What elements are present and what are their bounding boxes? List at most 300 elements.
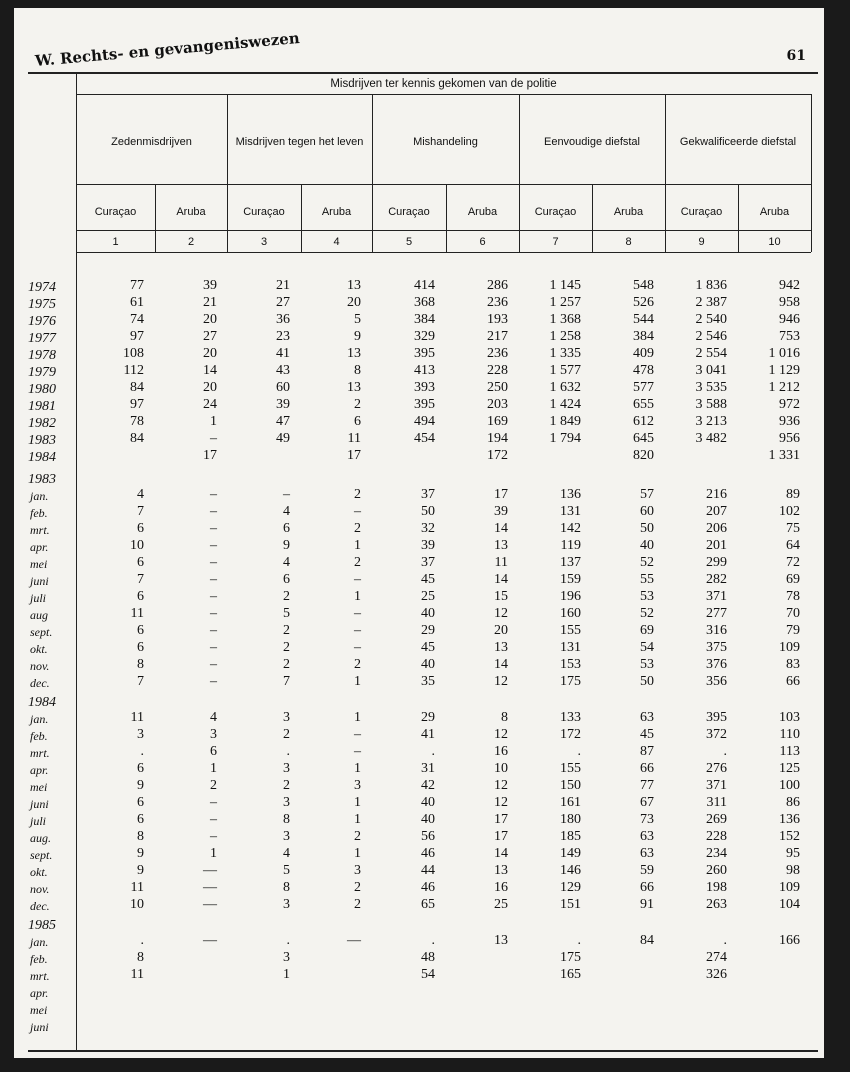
- table-cell: 66: [640, 761, 654, 776]
- table-cell: 277: [706, 606, 727, 621]
- group-header: Zedenmisdrijven: [111, 136, 192, 148]
- table-cell: 8: [354, 363, 361, 378]
- table-cell: 9: [283, 538, 290, 553]
- table-cell: 942: [779, 278, 800, 293]
- table-cell: 13: [347, 346, 361, 361]
- table-cell: 2 387: [695, 295, 727, 310]
- table-cell: 8: [283, 880, 290, 895]
- table-cell: –: [354, 727, 361, 742]
- table-cell: 372: [706, 727, 727, 742]
- table-cell: 3: [283, 710, 290, 725]
- table-cell: 40: [421, 606, 435, 621]
- table-cell: –: [354, 623, 361, 638]
- row-label: aug: [30, 608, 48, 622]
- table-cell: 104: [779, 897, 800, 912]
- rule-group-divider: [372, 94, 373, 252]
- table-cell: 77: [640, 778, 654, 793]
- table-cell: 11: [347, 431, 361, 446]
- column-subheader: Aruba: [613, 206, 644, 218]
- table-cell: 10: [130, 897, 144, 912]
- table-cell: 13: [347, 278, 361, 293]
- table-cell: 193: [487, 312, 508, 327]
- table-cell: 1: [210, 761, 217, 776]
- table-cell: 72: [786, 555, 800, 570]
- rule-group-divider: [519, 94, 520, 252]
- row-label: nov.: [30, 882, 50, 896]
- table-cell: 119: [560, 538, 581, 553]
- table-cell: —: [203, 880, 217, 895]
- table-cell: 151: [560, 897, 581, 912]
- table-cell: 2: [354, 487, 361, 502]
- table-cell: 36: [276, 312, 290, 327]
- table-cell: 5: [283, 863, 290, 878]
- column-number: 6: [479, 236, 486, 248]
- table-cell: —: [203, 897, 217, 912]
- table-cell: 478: [633, 363, 654, 378]
- table-cell: 9: [137, 846, 144, 861]
- table-cell: 87: [640, 744, 654, 759]
- table-cell: 1: [354, 674, 361, 689]
- table-cell: 645: [633, 431, 654, 446]
- column-subheader: Curaçao: [388, 206, 430, 218]
- table-cell: 63: [640, 829, 654, 844]
- table-cell: 228: [487, 363, 508, 378]
- row-label: juli: [30, 814, 47, 828]
- table-cell: 2: [283, 778, 290, 793]
- table-cell: 50: [421, 504, 435, 519]
- table-cell: 69: [640, 623, 654, 638]
- table-cell: 169: [487, 414, 508, 429]
- row-label: 1984: [28, 450, 56, 465]
- table-cell: 6: [283, 572, 290, 587]
- table-cell: 236: [487, 346, 508, 361]
- table-cell: 11: [130, 967, 144, 982]
- table-cell: 53: [640, 589, 654, 604]
- row-label: juni: [30, 574, 49, 588]
- table-cell: 2 546: [695, 329, 727, 344]
- table-cell: 12: [494, 674, 508, 689]
- table-cell: 66: [786, 674, 800, 689]
- table-cell: 413: [414, 363, 435, 378]
- table-cell: 236: [487, 295, 508, 310]
- table-cell: .: [140, 744, 144, 759]
- table-cell: 8: [501, 710, 508, 725]
- table-cell: 37: [421, 487, 435, 502]
- table-cell: 13: [494, 863, 508, 878]
- table-cell: 207: [706, 504, 727, 519]
- table-cell: 133: [560, 710, 581, 725]
- table-cell: 60: [276, 380, 290, 395]
- column-number: 1: [112, 236, 119, 248]
- table-cell: 32: [421, 521, 435, 536]
- row-label: okt.: [30, 642, 48, 656]
- table-cell: 41: [276, 346, 290, 361]
- table-cell: 39: [203, 278, 217, 293]
- table-cell: 2 554: [695, 346, 727, 361]
- section-title: W. Rechts- en gevangeniswezen: [34, 28, 301, 70]
- table-cell: 16: [494, 880, 508, 895]
- table-cell: 11: [130, 710, 144, 725]
- table-cell: 12: [494, 727, 508, 742]
- table-cell: 185: [560, 829, 581, 844]
- table-cell: 3: [283, 897, 290, 912]
- table-cell: 1: [354, 538, 361, 553]
- table-cell: 329: [414, 329, 435, 344]
- row-label: 1977: [28, 331, 56, 346]
- table-cell: –: [210, 657, 217, 672]
- table-cell: 24: [203, 397, 217, 412]
- row-label: 1982: [28, 416, 56, 431]
- table-cell: 958: [779, 295, 800, 310]
- table-cell: 25: [494, 897, 508, 912]
- table-cell: 13: [494, 640, 508, 655]
- table-cell: 40: [421, 812, 435, 827]
- table-cell: 203: [487, 397, 508, 412]
- column-subheader: Curaçao: [243, 206, 285, 218]
- group-header: Misdrijven tegen het leven: [235, 136, 364, 148]
- table-cell: 6: [137, 640, 144, 655]
- table-cell: 216: [706, 487, 727, 502]
- table-cell: 15: [494, 589, 508, 604]
- table-cell: 39: [276, 397, 290, 412]
- table-cell: 23: [276, 329, 290, 344]
- row-label: jan.: [30, 489, 49, 503]
- table-cell: 12: [494, 606, 508, 621]
- table-cell: 946: [779, 312, 800, 327]
- table-cell: 1: [283, 967, 290, 982]
- table-cell: 356: [706, 674, 727, 689]
- row-label: jan.: [30, 712, 49, 726]
- table-cell: 198: [706, 880, 727, 895]
- table-cell: 40: [421, 795, 435, 810]
- table-cell: 155: [560, 761, 581, 776]
- table-cell: 1 212: [768, 380, 800, 395]
- group-header: Gekwalificeerde diefstal: [679, 136, 797, 148]
- table-cell: 75: [786, 521, 800, 536]
- table-cell: 70: [786, 606, 800, 621]
- table-cell: 131: [560, 504, 581, 519]
- table-cell: 548: [633, 278, 654, 293]
- table-cell: —: [347, 933, 361, 948]
- table-cell: 2: [354, 897, 361, 912]
- table-cell: 97: [130, 329, 144, 344]
- table-cell: 44: [421, 863, 435, 878]
- table-cell: 4: [283, 846, 290, 861]
- table-cell: 161: [560, 795, 581, 810]
- table-cell: 2: [354, 880, 361, 895]
- table-cell: 166: [779, 933, 800, 948]
- table-cell: 6: [137, 555, 144, 570]
- table-cell: 159: [560, 572, 581, 587]
- column-number: 4: [333, 236, 340, 248]
- table-cell: –: [354, 572, 361, 587]
- table-cell: 7: [137, 572, 144, 587]
- row-label: 1983: [28, 433, 56, 448]
- table-cell: 228: [706, 829, 727, 844]
- column-subheader: Curaçao: [534, 206, 577, 218]
- table-cell: .: [286, 744, 290, 759]
- table-cell: 6: [354, 414, 361, 429]
- table-cell: 2: [354, 555, 361, 570]
- table-cell: 1 335: [549, 346, 581, 361]
- table-cell: 14: [494, 657, 508, 672]
- table-cell: 7: [283, 674, 290, 689]
- table-cell: 146: [560, 863, 581, 878]
- table-cell: 17: [203, 448, 217, 463]
- table-cell: 136: [779, 812, 800, 827]
- table-cell: 48: [421, 950, 435, 965]
- table-cell: 612: [633, 414, 654, 429]
- table-cell: 112: [123, 363, 144, 378]
- table-cell: 125: [779, 761, 800, 776]
- table-cell: 56: [421, 829, 435, 844]
- table-cell: –: [210, 829, 217, 844]
- table-cell: 52: [640, 606, 654, 621]
- column-number: 7: [552, 236, 559, 248]
- row-label: aug.: [30, 831, 51, 845]
- table-cell: 1 794: [549, 431, 581, 446]
- table-cell: 109: [779, 880, 800, 895]
- table-cell: 3: [283, 761, 290, 776]
- table-cell: .: [577, 744, 581, 759]
- table-cell: 1: [210, 414, 217, 429]
- table-cell: .: [723, 744, 727, 759]
- table-cell: 371: [706, 589, 727, 604]
- table-cell: .: [723, 933, 727, 948]
- rule-group-divider: [227, 94, 228, 252]
- table-cell: 14: [494, 846, 508, 861]
- table-cell: 1 016: [768, 346, 800, 361]
- table-cell: 6: [137, 795, 144, 810]
- table-cell: 83: [786, 657, 800, 672]
- table-cell: 113: [779, 744, 800, 759]
- table-cell: 12: [494, 795, 508, 810]
- table-cell: 393: [414, 380, 435, 395]
- table-cell: 1: [354, 710, 361, 725]
- table-cell: 1 257: [549, 295, 581, 310]
- table-cell: —: [203, 863, 217, 878]
- table-cell: 46: [421, 846, 435, 861]
- table-cell: 20: [203, 312, 217, 327]
- table-cell: 414: [414, 278, 435, 293]
- table-cell: 6: [137, 812, 144, 827]
- row-label: apr.: [30, 763, 49, 777]
- row-label: 1984: [28, 695, 56, 710]
- table-cell: .: [286, 933, 290, 948]
- row-label: 1974: [28, 280, 56, 295]
- table-cell: 201: [706, 538, 727, 553]
- table-cell: 6: [137, 623, 144, 638]
- table-cell: 180: [560, 812, 581, 827]
- table-cell: 9: [354, 329, 361, 344]
- table-cell: 29: [421, 710, 435, 725]
- table-cell: 95: [786, 846, 800, 861]
- table-cell: 27: [276, 295, 290, 310]
- row-label: feb.: [30, 952, 48, 966]
- table-cell: 73: [640, 812, 654, 827]
- table-cell: 3 482: [695, 431, 727, 446]
- table-cell: 3 535: [695, 380, 727, 395]
- table-cell: 4: [283, 504, 290, 519]
- table-cell: 1 331: [768, 448, 800, 463]
- table-cell: .: [577, 933, 581, 948]
- table-cell: 2: [283, 623, 290, 638]
- table-cell: 3: [210, 727, 217, 742]
- table-cell: 91: [640, 897, 654, 912]
- table-cell: 1 632: [549, 380, 581, 395]
- table-cell: 45: [421, 572, 435, 587]
- table-cell: 84: [130, 431, 144, 446]
- table-cell: 454: [414, 431, 435, 446]
- table-cell: 269: [706, 812, 727, 827]
- row-label: dec.: [30, 899, 50, 913]
- row-label: 1983: [28, 472, 56, 487]
- row-label: juni: [30, 797, 49, 811]
- table-cell: 61: [130, 295, 144, 310]
- table-cell: 494: [414, 414, 435, 429]
- table-cell: 276: [706, 761, 727, 776]
- row-label: 1985: [28, 918, 56, 933]
- table-cell: 1 849: [549, 414, 581, 429]
- table-cell: 4: [283, 555, 290, 570]
- table-cell: 2: [354, 521, 361, 536]
- rule-groups-bottom: [76, 184, 811, 185]
- table-cell: 20: [347, 295, 361, 310]
- table-cell: 1 129: [768, 363, 800, 378]
- table-cell: 49: [276, 431, 290, 446]
- row-label: okt.: [30, 865, 48, 879]
- table-cell: 160: [560, 606, 581, 621]
- table-cell: 59: [640, 863, 654, 878]
- table-cell: 89: [786, 487, 800, 502]
- table-cell: 54: [421, 967, 435, 982]
- table-cell: 45: [640, 727, 654, 742]
- table-cell: 936: [779, 414, 800, 429]
- table-cell: 2: [354, 829, 361, 844]
- row-label: juni: [30, 1020, 49, 1034]
- table-cell: 60: [640, 504, 654, 519]
- table-cell: 1: [210, 846, 217, 861]
- table-cell: –: [210, 812, 217, 827]
- table-cell: –: [210, 521, 217, 536]
- table-cell: 40: [640, 538, 654, 553]
- table-cell: 172: [560, 727, 581, 742]
- table-cell: 5: [283, 606, 290, 621]
- table-cell: 25: [421, 589, 435, 604]
- table-cell: –: [210, 795, 217, 810]
- table-cell: 3 213: [695, 414, 727, 429]
- table-cell: 8: [137, 950, 144, 965]
- table-cell: 31: [421, 761, 435, 776]
- table-cell: 7: [137, 504, 144, 519]
- table-cell: 260: [706, 863, 727, 878]
- table-cell: 43: [276, 363, 290, 378]
- table-cell: 21: [203, 295, 217, 310]
- row-label: nov.: [30, 659, 50, 673]
- rule-top: [28, 72, 818, 74]
- table-cell: 54: [640, 640, 654, 655]
- table-cell: 1 424: [549, 397, 581, 412]
- table-cell: 234: [706, 846, 727, 861]
- table-cell: 274: [706, 950, 727, 965]
- table-cell: –: [283, 487, 290, 502]
- table-cell: 1: [354, 812, 361, 827]
- column-subheader: Aruba: [176, 206, 206, 218]
- table-cell: 79: [786, 623, 800, 638]
- table-cell: 13: [494, 933, 508, 948]
- table-cell: 395: [706, 710, 727, 725]
- rule-sub-bottom: [76, 230, 811, 231]
- table-cell: 1 577: [549, 363, 581, 378]
- table-cell: 14: [203, 363, 217, 378]
- row-label: juli: [30, 591, 47, 605]
- table-cell: 6: [137, 589, 144, 604]
- row-label: 1976: [28, 314, 56, 329]
- table-cell: 8: [283, 812, 290, 827]
- table-cell: 371: [706, 778, 727, 793]
- table-cell: 17: [494, 487, 508, 502]
- table-cell: .: [431, 933, 435, 948]
- table-cell: 5: [354, 312, 361, 327]
- table-cell: 206: [706, 521, 727, 536]
- table-cell: 3: [283, 829, 290, 844]
- table-cell: 53: [640, 657, 654, 672]
- table-cell: 376: [706, 657, 727, 672]
- table-cell: 84: [640, 933, 654, 948]
- table-cell: 153: [560, 657, 581, 672]
- rule-right: [811, 94, 812, 252]
- table-cell: 2: [283, 727, 290, 742]
- row-label: feb.: [30, 729, 48, 743]
- row-label: 1980: [28, 382, 56, 397]
- table-cell: 4: [137, 487, 144, 502]
- table-cell: 1: [354, 589, 361, 604]
- row-label: mei: [30, 557, 48, 571]
- table-cell: 2 540: [695, 312, 727, 327]
- table-cell: –: [210, 589, 217, 604]
- table-cell: 311: [706, 795, 727, 810]
- table-cell: 1: [354, 761, 361, 776]
- row-label: sept.: [30, 625, 53, 639]
- row-label: mrt.: [30, 746, 50, 760]
- table-cell: 109: [779, 640, 800, 655]
- page-number: 61: [786, 48, 806, 64]
- table-cell: 150: [560, 778, 581, 793]
- table-cell: 78: [130, 414, 144, 429]
- table-cell: 77: [130, 278, 144, 293]
- table-cell: 172: [487, 448, 508, 463]
- table-cell: 2: [283, 589, 290, 604]
- table-cell: 9: [137, 778, 144, 793]
- table-cell: 155: [560, 623, 581, 638]
- row-label: mei: [30, 780, 48, 794]
- table-cell: 97: [130, 397, 144, 412]
- table-cell: 3: [283, 795, 290, 810]
- column-subheader: Aruba: [759, 206, 790, 218]
- table-cell: 8: [137, 829, 144, 844]
- table-cell: –: [354, 606, 361, 621]
- column-subheader: Aruba: [467, 206, 498, 218]
- table-cell: 39: [494, 504, 508, 519]
- table-cell: 1: [354, 795, 361, 810]
- table-cell: 42: [421, 778, 435, 793]
- row-label: 1975: [28, 297, 56, 312]
- table-cell: 37: [421, 555, 435, 570]
- row-label: 1979: [28, 365, 56, 380]
- rule-nums-bottom: [76, 252, 811, 253]
- group-header: Mishandeling: [413, 136, 478, 148]
- table-cell: 384: [633, 329, 654, 344]
